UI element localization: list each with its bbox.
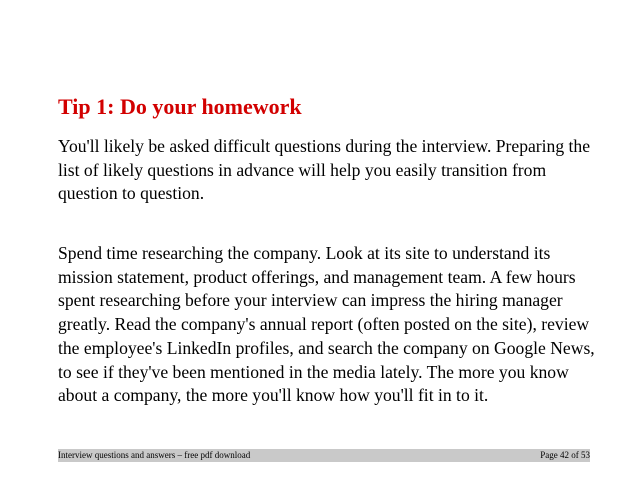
- research-paragraph: Spend time researching the company. Look at its site to understand its mission statement, product offerings, and management team. A few hours spent researching before your interview can impress the hiring manager greatly. Read the company's annual report (often posted on the site), review the employee's LinkedIn profiles, and search the company on Google News, to see if they've been mentioned in the media lately. The more you know about a company, the more you'll know how you'll fit in to it.: [58, 243, 595, 406]
- tip-heading: Tip 1: Do your homework: [58, 94, 302, 119]
- intro-paragraph: You'll likely be asked difficult questions during the interview. Preparing the list of likely questions in advance will help you easily transition from question to question.: [58, 136, 591, 204]
- page-number: Page 42 of 53: [540, 450, 590, 460]
- footer-title: Interview questions and answers – free pdf download: [58, 450, 251, 460]
- page-footer: [58, 449, 590, 462]
